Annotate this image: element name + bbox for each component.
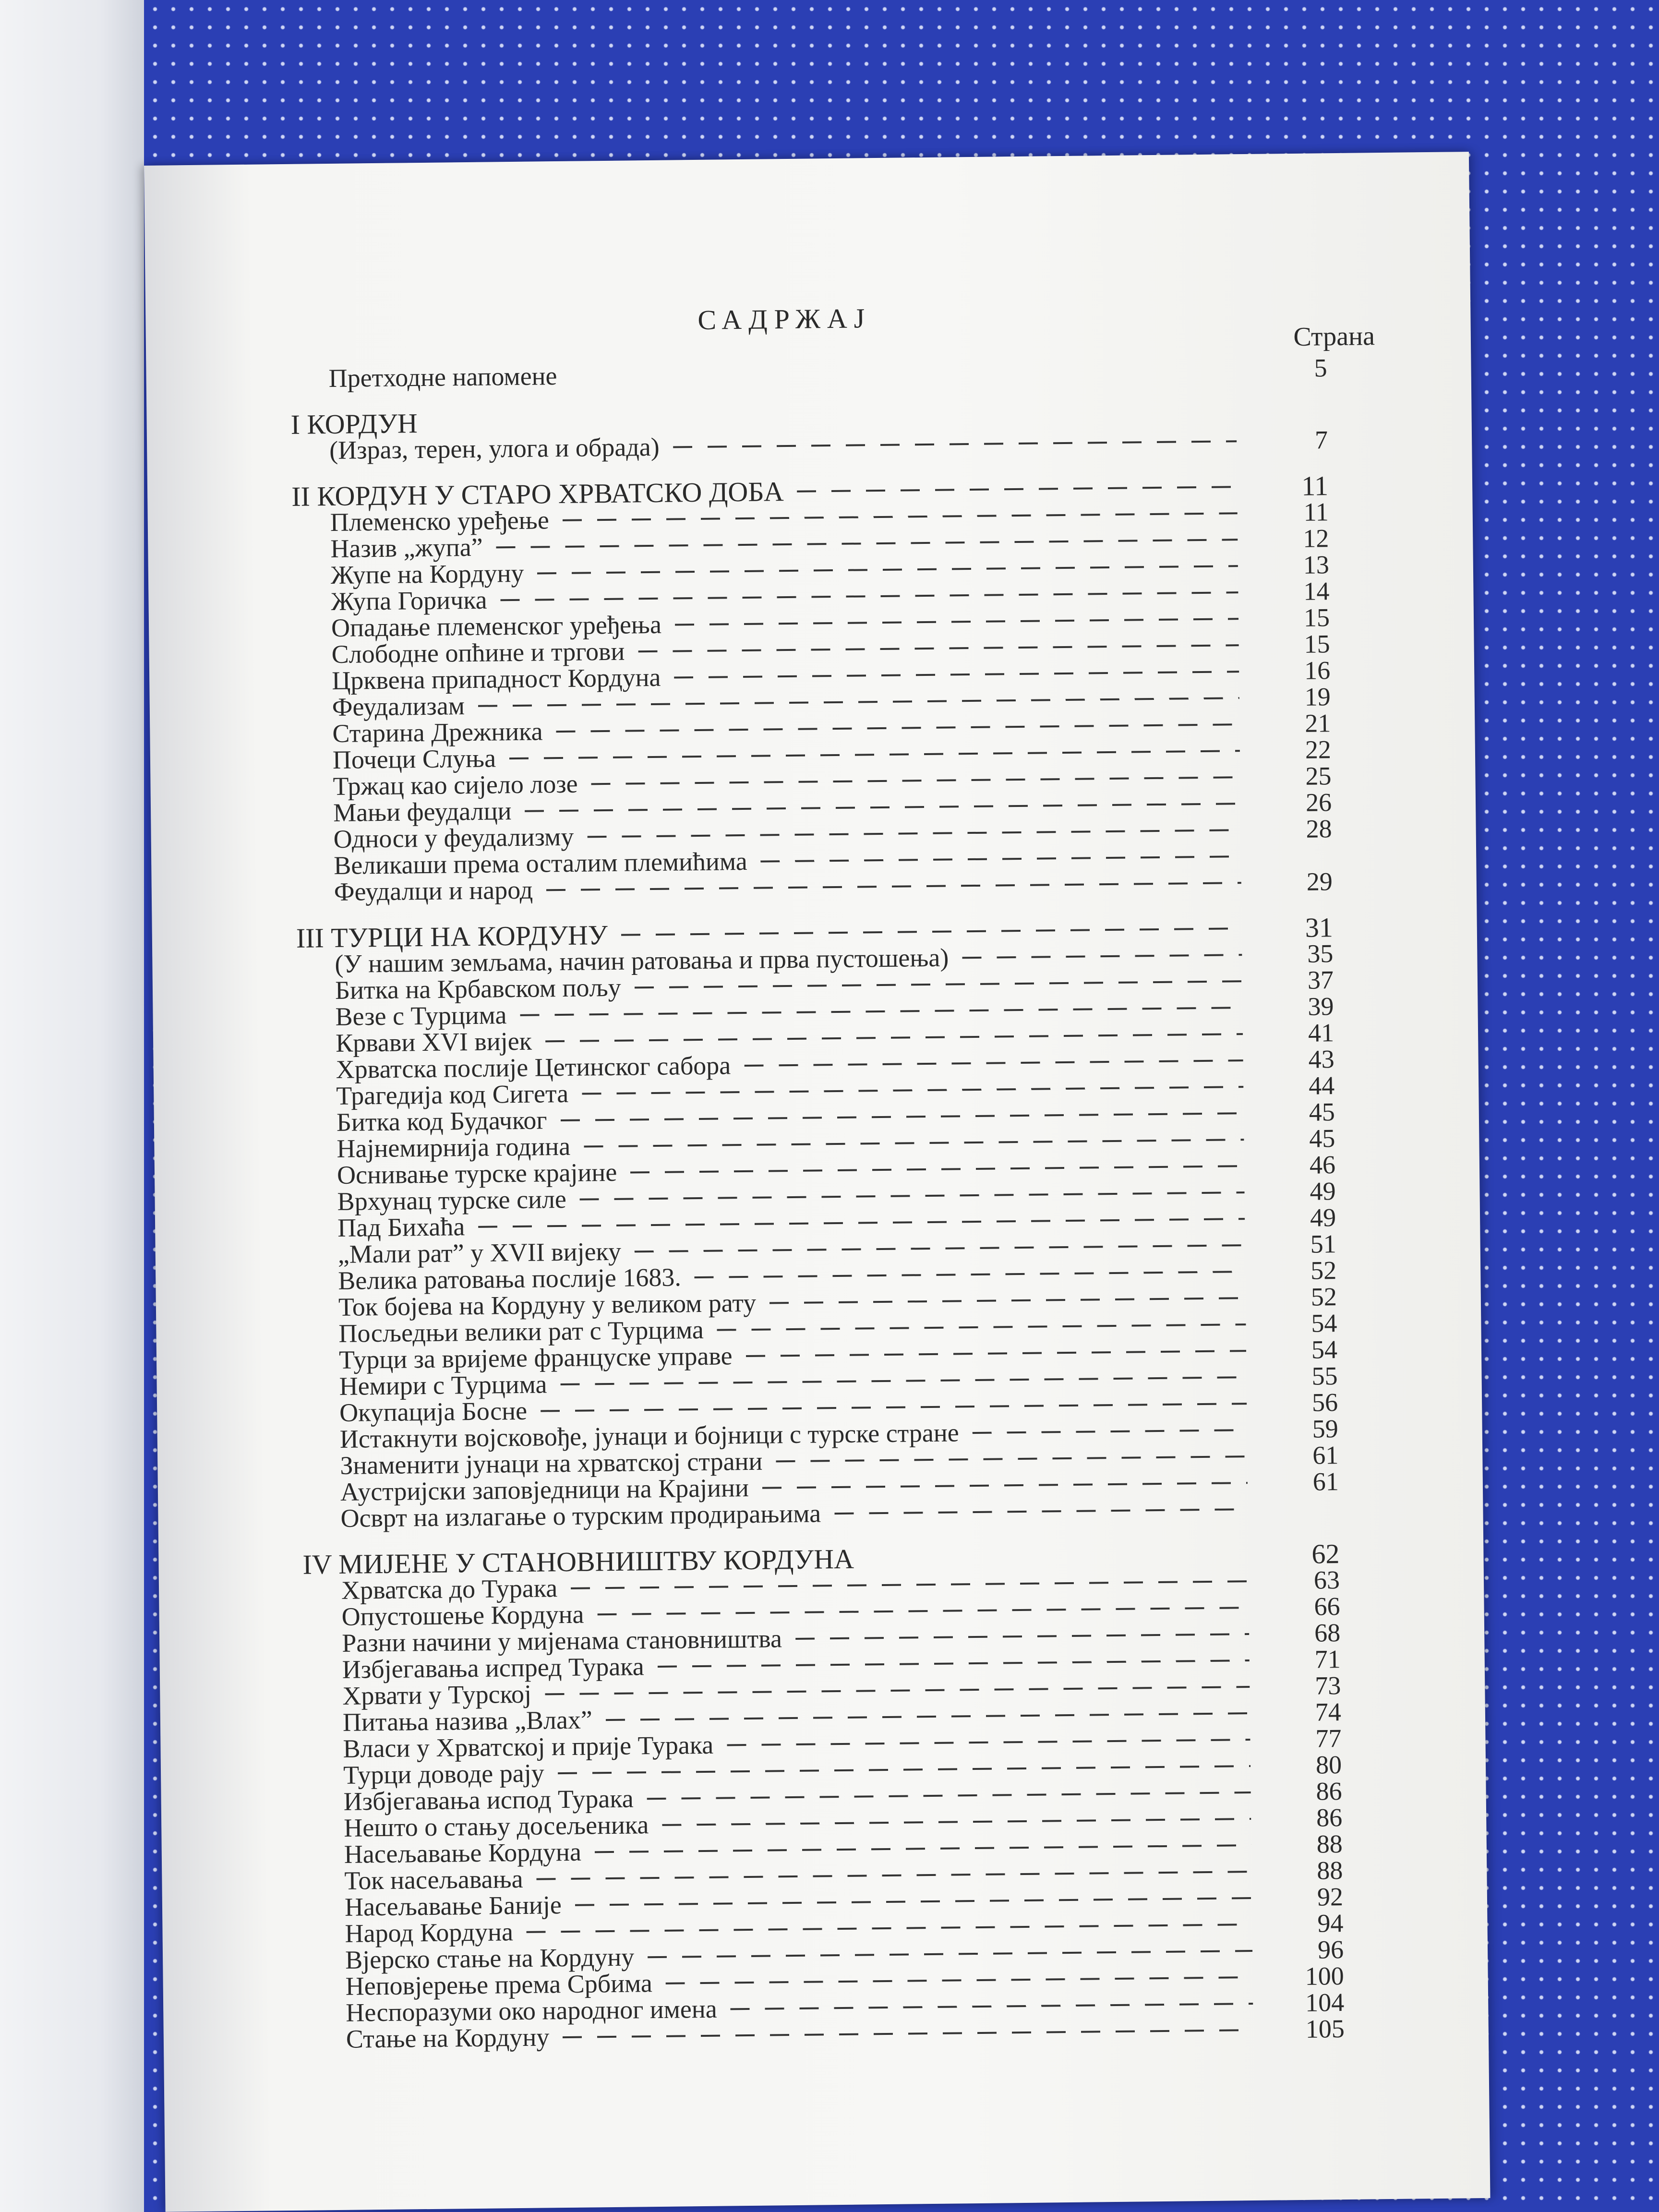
toc-entry-page: 62 — [1311, 1538, 1340, 1570]
toc-entry-label: Хрватска послије Цетинског сабора — [336, 1051, 731, 1084]
toc-entry-page: 14 — [1303, 577, 1330, 606]
toc-entry-label: „Мали рат” у XVII вијеку — [337, 1237, 622, 1269]
dash-leader — [520, 1007, 1242, 1016]
dash-leader — [595, 1844, 1251, 1853]
toc-entry-page: 49 — [1310, 1203, 1336, 1232]
toc-entry-label: Немири с Турцима — [339, 1370, 547, 1401]
toc-entry-label: Пад Бихаћа — [337, 1212, 465, 1242]
toc-entry-label: Истакнути војсковође, јунаци и бојници с турске стране — [339, 1418, 960, 1454]
toc-entry-label: Неспоразуми око народног имена — [346, 1994, 718, 2027]
dash-leader — [478, 697, 1239, 707]
dash-leader — [545, 1033, 1243, 1042]
toc-entry-page: 49 — [1310, 1177, 1336, 1206]
dash-leader — [630, 1165, 1244, 1173]
dash-leader — [527, 1923, 1252, 1933]
toc-entry-page: 86 — [1316, 1803, 1343, 1832]
toc-entry-page: 52 — [1310, 1282, 1337, 1311]
toc-entry-label: Власи у Хрватској и прије Турака — [343, 1730, 714, 1763]
dash-leader — [666, 1976, 1253, 1984]
dash-leader — [431, 414, 1237, 424]
dash-leader — [556, 723, 1239, 733]
toc-entry-page: 88 — [1317, 1856, 1343, 1885]
toc-entry-page: 11 — [1303, 497, 1329, 527]
toc-entry-page: 44 — [1308, 1071, 1335, 1100]
toc-entry-page: 13 — [1303, 550, 1330, 579]
toc-entry-page: 77 — [1315, 1724, 1342, 1753]
underlying-page — [0, 0, 144, 2212]
toc-entry-label: Ток насељавања — [344, 1864, 523, 1895]
toc-entry-label: Опустошење Кордуна — [341, 1599, 584, 1631]
toc-entry-page: 92 — [1317, 1882, 1344, 1911]
toc-entry-page: 41 — [1308, 1018, 1334, 1047]
toc-entry-label: Стање на Кордуну — [346, 2022, 550, 2054]
toc-entry-page: 11 — [1301, 470, 1329, 502]
toc-entry-page: 73 — [1314, 1671, 1341, 1700]
dash-leader — [769, 1297, 1246, 1304]
dash-leader — [675, 618, 1238, 625]
toc-entry-label: Мањи феудалци — [333, 796, 512, 827]
toc-entry-label: Жупе на Кордуну — [330, 558, 524, 589]
dash-leader — [560, 1376, 1246, 1385]
toc-entry-page: 21 — [1304, 709, 1331, 738]
toc-entry-label: III ТУРЦИ НА КОРДУНУ — [296, 919, 608, 954]
dash-leader — [648, 1950, 1252, 1958]
dash-leader — [635, 1244, 1245, 1252]
toc-entry-page: 26 — [1305, 788, 1332, 817]
toc-entry-label: Тржац као сијело лозе — [333, 769, 578, 801]
toc-entry-label: Оснивање турске крајине — [337, 1157, 617, 1190]
toc-entry-label: Знаменити јунаци на хрватској страни — [340, 1446, 763, 1480]
toc-entry-label: Питања назива „Влах” — [342, 1705, 593, 1737]
dash-leader — [746, 1350, 1246, 1357]
toc-entry-label: Везе с Турцима — [335, 1000, 507, 1031]
dash-leader — [621, 927, 1242, 936]
toc-entry-label: Вјерско стање на Кордуну — [345, 1942, 635, 1974]
dash-leader — [546, 882, 1241, 891]
dash-leader — [597, 1607, 1249, 1615]
toc-entry-page: 63 — [1313, 1565, 1340, 1595]
dash-leader — [478, 1218, 1245, 1228]
toc-entry-page: 88 — [1316, 1829, 1343, 1859]
toc-entry-label: I КОРДУН — [290, 408, 418, 440]
dash-leader — [834, 1508, 1248, 1515]
toc-entry-label: Хрвати у Турској — [342, 1679, 532, 1710]
dash-leader — [541, 1403, 1247, 1412]
toc-entry-label: Неповјерење према Србима — [345, 1969, 653, 2001]
toc-entry-label: Назив „жупа” — [330, 532, 483, 563]
toc-entry-page — [1296, 1516, 1339, 1517]
dash-leader — [731, 2003, 1253, 2010]
toc-entry-page: 80 — [1315, 1750, 1342, 1779]
dash-leader — [673, 440, 1237, 448]
dash-leader — [570, 368, 1236, 377]
toc-entry-label: Трагедија код Сигета — [336, 1079, 569, 1110]
toc-entry-page: 43 — [1308, 1045, 1334, 1074]
page-column-label: Страна — [1293, 321, 1375, 352]
dash-leader — [537, 1871, 1252, 1880]
toc-entry-page: 45 — [1309, 1124, 1335, 1153]
toc-entry-page: 100 — [1305, 1961, 1344, 1991]
dash-leader — [571, 1580, 1249, 1589]
toc-entry-label: Избјегавања испред Турака — [342, 1652, 644, 1684]
book-page — [144, 152, 1490, 2212]
toc-entry-label: Хрватска до Турака — [341, 1574, 558, 1605]
toc-list — [290, 355, 1345, 2053]
toc-entry-label: II КОРДУН У СТАРО ХРВАТСКО ДОБА — [291, 476, 784, 512]
toc-entry-label: Посљедњи велики рат с Турцима — [338, 1315, 704, 1348]
dash-leader — [537, 565, 1238, 574]
dash-leader — [563, 2029, 1253, 2038]
toc-entry-page: 22 — [1305, 735, 1332, 764]
toc-entry-page: 28 — [1306, 814, 1332, 843]
toc-entry-label: Феудализам — [332, 691, 465, 721]
toc-entry-label: Народ Кордуна — [345, 1917, 514, 1948]
dash-leader — [563, 512, 1238, 521]
dash-leader — [584, 1139, 1244, 1147]
dash-leader — [591, 776, 1240, 785]
toc-entry-page: 31 — [1305, 912, 1334, 943]
dash-leader — [582, 1086, 1243, 1094]
dash-leader — [509, 750, 1240, 759]
dash-leader — [795, 1633, 1249, 1640]
toc-entry-label: Насељавање Кордуна — [344, 1837, 582, 1869]
page-title: САДРЖАЈ — [697, 302, 872, 336]
toc-entry-page: 68 — [1314, 1618, 1341, 1647]
toc-entry-page: 59 — [1312, 1414, 1339, 1443]
toc-entry-page: 35 — [1307, 939, 1334, 968]
toc-entry-label: Битка на Крбавском пољу — [335, 973, 621, 1005]
toc-entry-page: 94 — [1317, 1909, 1344, 1938]
toc-entry — [290, 355, 1327, 392]
toc-entry-label: Црквена припадност Кордуна — [331, 662, 661, 695]
toc-entry-page: 39 — [1308, 992, 1334, 1021]
toc-entry-label: Аустријски заповједници на Крајини — [340, 1473, 749, 1506]
toc-entry-page: 52 — [1310, 1256, 1337, 1285]
dash-leader — [501, 591, 1238, 601]
toc-entry-page: 96 — [1317, 1935, 1344, 1964]
dash-leader — [647, 1791, 1251, 1800]
toc-entry-page: 19 — [1304, 682, 1331, 711]
toc-entry-page: 15 — [1304, 629, 1330, 659]
toc-entry-page: 37 — [1307, 965, 1334, 995]
toc-entry-page: 5 — [1314, 353, 1327, 383]
toc-entry-page: 29 — [1306, 867, 1333, 896]
toc-entry-label: Разни начини у мијенама становништва — [341, 1624, 782, 1658]
toc-entry-page: 86 — [1316, 1777, 1342, 1806]
toc-entry-label: Слободне опћине и тргови — [331, 637, 625, 669]
toc-entry-label: Окупација Босне — [339, 1396, 528, 1427]
dash-leader — [727, 1739, 1250, 1746]
dash-leader — [662, 1818, 1251, 1826]
dash-leader — [744, 1059, 1243, 1067]
dash-leader — [762, 1482, 1248, 1489]
dash-leader — [674, 671, 1239, 678]
toc-entry-page: 7 — [1314, 425, 1328, 455]
dash-leader — [575, 1897, 1252, 1906]
toc-entry-label: Насељавање Баније — [344, 1890, 562, 1922]
toc-entry-page: 71 — [1314, 1645, 1341, 1674]
toc-entry-page: 16 — [1304, 656, 1331, 685]
toc-entry-page: 61 — [1312, 1441, 1339, 1470]
toc-entry-page: 46 — [1309, 1150, 1336, 1179]
dash-leader — [638, 644, 1238, 652]
toc-entry-label: Битка код Будачког — [336, 1106, 547, 1137]
toc-entry-label: Осврт на излагање о турским продирањима — [340, 1499, 821, 1533]
toc-entry-label: Феудалци и народ — [334, 875, 533, 906]
toc-entry-label: IV МИЈЕНЕ У СТАНОВНИШТВУ КОРДУНА — [302, 1543, 854, 1580]
dash-leader — [717, 1323, 1246, 1331]
dash-leader — [525, 803, 1240, 812]
toc-entry-page: 55 — [1311, 1361, 1338, 1391]
toc-entry-label: (У нашим земљама, начин ратовања и прва пустошења) — [335, 943, 949, 978]
toc-entry-label: Опадање племенског уређења — [331, 610, 662, 642]
dash-leader — [496, 539, 1238, 548]
toc-entry-label: Племенско уређење — [330, 505, 550, 537]
dash-leader — [695, 1271, 1245, 1278]
toc-entry-label: Почеци Слуња — [332, 744, 496, 774]
toc-entry-page: 66 — [1314, 1592, 1340, 1621]
toc-entry-label: (Израз, терен, улога и обрада) — [329, 432, 660, 465]
dash-leader — [558, 1765, 1250, 1774]
dash-leader — [761, 855, 1241, 862]
toc-entry-label: Старина Дрежника — [332, 717, 543, 748]
toc-entry-label: Ток бојева на Кордуну у великом рату — [338, 1288, 757, 1322]
dash-leader — [545, 1686, 1250, 1695]
dash-leader — [973, 1429, 1247, 1434]
toc-entry-page: 74 — [1315, 1697, 1342, 1727]
dash-leader — [561, 1112, 1244, 1121]
toc-entry-page: 104 — [1305, 1988, 1345, 2017]
toc-entry-label: Избјегавања испод Турака — [343, 1784, 634, 1816]
toc-entry-label: Врхунац турске силе — [337, 1184, 567, 1216]
toc-entry-page: 51 — [1310, 1229, 1336, 1259]
toc-entry-page: 45 — [1309, 1097, 1335, 1127]
toc-entry-label: Претходне напомене — [328, 361, 557, 393]
dash-leader — [962, 954, 1242, 959]
toc-entry-label: Нешто о стању досељеника — [343, 1810, 649, 1842]
toc-entry-label: Великаши према осталим племићима — [333, 846, 747, 880]
toc-entry-label: Турци доводе рају — [343, 1758, 544, 1790]
toc-entry-label: Жупа Горичка — [331, 585, 487, 616]
toc-entry-page: 56 — [1311, 1388, 1338, 1417]
dash-leader — [867, 1554, 1249, 1560]
dash-leader — [587, 829, 1240, 838]
dash-leader — [606, 1712, 1250, 1721]
toc-entry-page: 54 — [1311, 1335, 1338, 1364]
toc-entry-page: 25 — [1305, 761, 1332, 791]
toc-entry-label: Турци за вријеме француске управе — [338, 1341, 733, 1374]
toc-entry-label: Најнемирнија година — [337, 1131, 571, 1163]
toc-entry-label: Велика ратовања послије 1683. — [338, 1262, 682, 1295]
toc-entry-page: 61 — [1312, 1467, 1339, 1496]
toc-entry-label: Крвави XVI вијек — [335, 1026, 532, 1058]
toc-entry-label: Односи у феудализму — [333, 822, 574, 854]
dash-leader — [635, 980, 1242, 988]
dash-leader — [797, 486, 1238, 493]
dash-leader — [580, 1191, 1245, 1201]
toc-entry-page: 54 — [1311, 1309, 1337, 1338]
dash-leader — [776, 1455, 1247, 1462]
toc-entry-page: 12 — [1302, 524, 1329, 553]
toc-entry-page: 15 — [1303, 603, 1330, 632]
dash-leader — [658, 1659, 1250, 1668]
toc-entry-page: 105 — [1305, 2014, 1345, 2044]
